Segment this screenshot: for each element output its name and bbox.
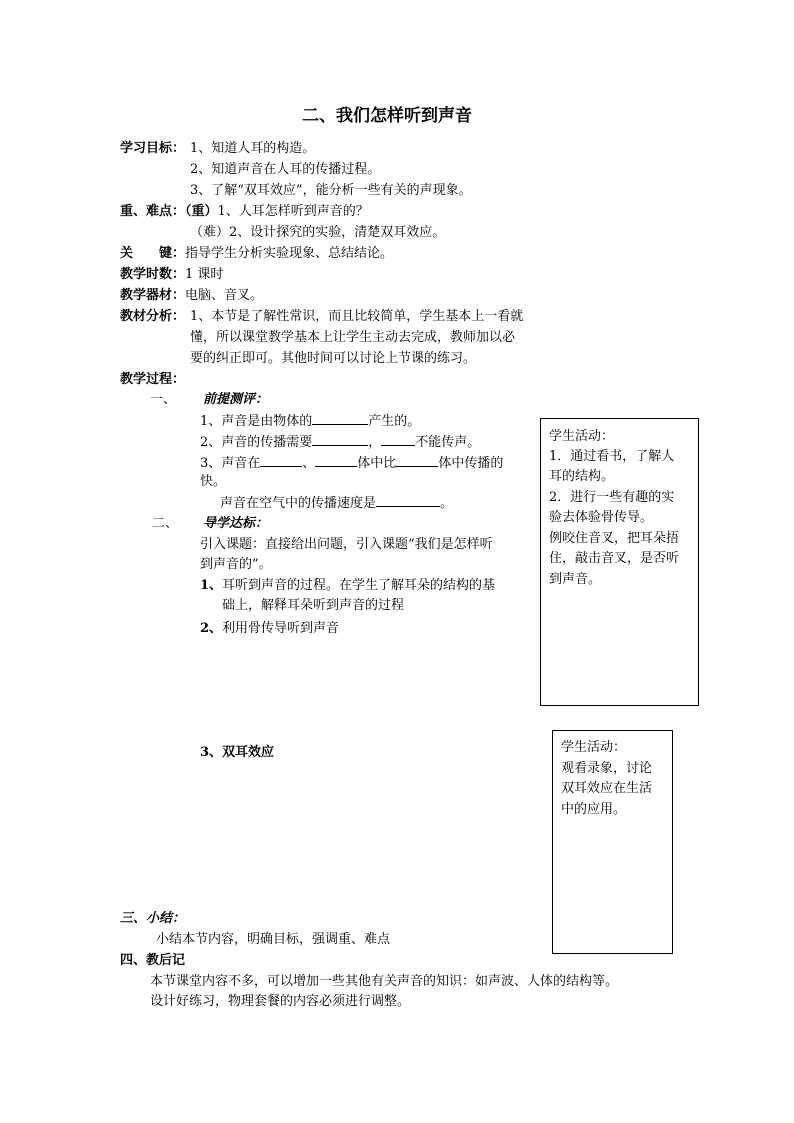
hours-text: 1 课时 [185,267,224,282]
point-2 [200,619,339,639]
question-text: 2、声音的传播需要 [200,435,313,450]
summary-heading: 三、小结： [120,911,186,926]
question-text: 产生的。 [368,414,421,429]
answer-blank[interactable] [376,493,440,507]
key-points-tag: （重） [185,204,218,219]
activity-line: 住，敲击音叉，是否听 [549,551,680,566]
equipment-row [120,286,263,306]
answer-blank[interactable] [381,432,415,446]
question-text: 不能传声。 [415,435,481,450]
postscript-line: 本节课堂内容不多，可以增加一些其他有关声音的知识：如声波、人体的结构等。 [150,974,619,989]
analysis-line: 懂，所以课堂教学基本上让学生主动去完成，教师加以必 [190,330,516,345]
postscript-line: 设计好练习，物理套餐的内容必须进行调整。 [150,994,411,1009]
hours-label: 教学时数： [120,267,186,282]
question-2 [200,432,480,453]
section1-heading: 前提测评： [203,392,269,407]
question-text: 3、声音在 [200,456,261,471]
key-points-main: 1、人耳怎样听到声音的？ [217,204,369,219]
question-text: 体中比 [357,456,397,471]
key-points-difficult: （难）2、设计探究的实验，清楚双耳效应。 [190,225,446,240]
activity-line: 验去体验骨传导。 [549,510,654,525]
section2-heading: 导学达标： [203,516,269,531]
student-activity-box-1 [540,418,699,706]
answer-blank[interactable] [312,432,368,446]
activity-line: 1．通过看书，了解人 [549,449,675,464]
student-activity-box-2 [552,730,673,954]
equipment-text: 电脑、音叉。 [185,288,264,303]
activity-line: 学生活动： [561,740,627,755]
analysis-line: 1、本节是了解性常识，而且比较简单，学生基本上一看就 [190,309,524,324]
key-label: 关 键： [120,246,186,261]
question-4 [220,493,453,514]
activity-line: 例咬住音叉，把耳朵捂 [549,531,680,546]
objectives-label: 学习目标： [120,141,186,156]
question-text: 、 [302,456,316,471]
activity-line: 学生活动： [549,429,615,444]
intro-line: 到声音的”。 [200,557,272,572]
question-text: 体中传播的 [438,456,504,471]
point-number: 1、 [200,578,223,593]
question-1 [200,411,420,432]
analysis-line: 要的纠正即可。其他时间可以讨论上节课的练习。 [190,351,477,366]
section2-number: 二、 [152,516,179,531]
activity-line: 双耳效应在生活 [561,781,653,796]
question-text: 1、声音是由物体的 [200,414,313,429]
point-3: 3、双耳效应 [200,745,275,760]
activity-line: 到声音。 [549,572,602,587]
key-text: 指导学生分析实验现象、总结结论。 [185,246,394,261]
objective-item: 1、知道人耳的构造。 [190,141,316,156]
answer-blank[interactable] [315,453,357,467]
key-row [120,244,393,264]
answer-blank[interactable] [260,453,302,467]
question-3-cont: 快。 [200,474,227,489]
activity-line: 中的应用。 [561,802,627,817]
equipment-label: 教学器材： [120,288,186,303]
intro-line: 引入课题：直接给出问题，引入课题“我们是怎样听 [200,537,493,552]
summary-text: 小结本节内容，明确目标，强调重、难点 [156,932,391,947]
activity-line: 2．进行一些有趣的实 [549,490,675,505]
point-text: 耳听到声音的过程。在学生了解耳朵的结构的基 [222,578,496,593]
activity-line: 耳的结构。 [549,469,615,484]
point-1-cont: 础上，解释耳朵听到声音的过程 [222,598,405,613]
process-label: 教学过程： [120,372,186,387]
point-text: 利用骨传导听到声音 [222,621,340,636]
analysis-label: 教材分析： [120,309,186,324]
objective-item: 3、了解“双耳效应”，能分析一些有关的声现象。 [190,183,472,198]
postscript-heading: 四、教后记 [120,953,186,968]
section1-number: 一、 [150,392,177,407]
activity-line: 观看录象，讨论 [561,761,653,776]
key-points-row [120,202,369,222]
answer-blank[interactable] [396,453,438,467]
point-number: 2、 [200,621,223,636]
question-text: 。 [440,496,454,511]
point-1 [200,576,495,596]
question-text: ， [368,435,382,450]
question-text: 声音在空气中的传播速度是 [220,496,377,511]
hours-row [120,265,223,285]
objective-item: 2、知道声音在人耳的传播过程。 [190,162,381,177]
page-title: 二、我们怎样听到声音 [302,106,472,126]
key-points-label: 重、难点： [120,204,186,219]
question-3 [200,453,503,474]
answer-blank[interactable] [312,411,368,425]
